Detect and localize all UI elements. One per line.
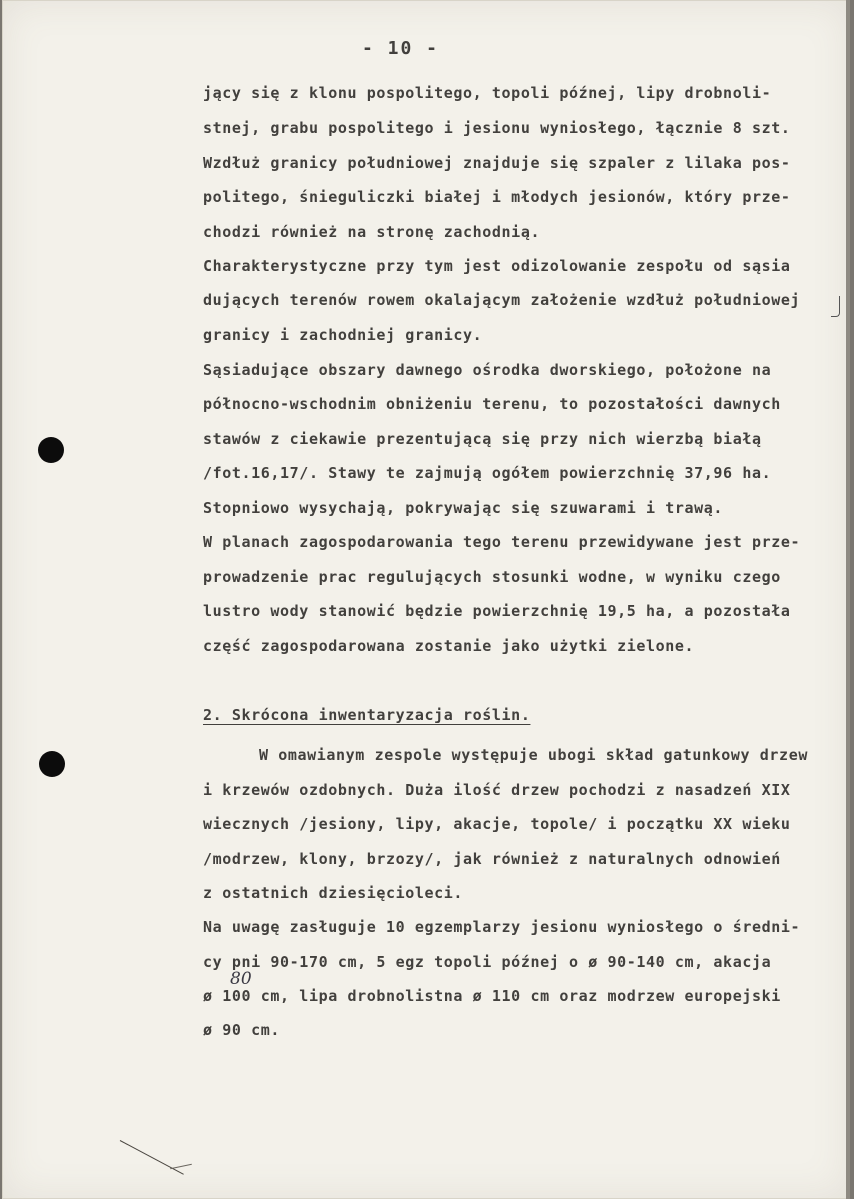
text-line: jący się z klonu pospolitego, topoli późnej, lipy drobnoli- — [203, 84, 772, 102]
text-line: Wzdłuż granicy południowej znajduje się szpaler z lilaka pos- — [203, 154, 791, 172]
text-line: Sąsiadujące obszary dawnego ośrodka dworskiego, położone na — [203, 361, 772, 379]
text-line: granicy i zachodniej granicy. — [203, 326, 483, 344]
text-line: politego, śnieguliczki białej i młodych jesionów, który prze- — [203, 188, 791, 206]
page-number: - 10 - — [362, 38, 440, 59]
text-line: ø 90 cm. — [203, 1021, 281, 1039]
punch-hole — [38, 437, 64, 463]
text-line: chodzi również na stronę zachodnią. — [203, 223, 541, 241]
text-line: stawów z ciekawie prezentującą się przy nich wierzbą białą — [203, 430, 762, 448]
pencil-correction: 80 — [230, 969, 252, 989]
page-edge — [846, 0, 850, 1199]
document-page — [2, 0, 850, 1199]
text-line: północno-wschodnim obniżeniu terenu, to pozostałości dawnych — [203, 395, 781, 413]
text-line: Stopniowo wysychają, pokrywając się szuwarami i trawą. — [203, 499, 724, 517]
text-line: wiecznych /jesiony, lipy, akacje, topole/ i początku XX wieku — [203, 815, 791, 833]
text-line: lustro wody stanowić będzie powierzchnię 19,5 ha, a pozostała — [203, 602, 791, 620]
text-line: stnej, grabu pospolitego i jesionu wyniosłego, łącznie 8 szt. — [203, 119, 791, 137]
text-line: z ostatnich dziesięcioleci. — [203, 884, 464, 902]
punch-hole — [39, 751, 65, 777]
scratch-mark — [170, 1164, 192, 1170]
text-line: ø 100 cm, lipa drobnolistna ø 110 cm oraz modrzew europejski — [203, 987, 781, 1005]
scratch-mark — [120, 1140, 184, 1175]
section-heading: 2. Skrócona inwentaryzacja roślin. — [203, 706, 531, 724]
text-line: część zagospodarowana zostanie jako użytki zielone. — [203, 637, 695, 655]
text-line: Na uwagę zasługuje 10 egzemplarzy jesionu wyniosłego o średni- — [203, 918, 801, 936]
text-line: i krzewów ozdobnych. Duża ilość drzew pochodzi z nasadzeń XIX — [203, 781, 791, 799]
margin-mark — [831, 296, 840, 317]
text-line: dujących terenów rowem okalającym założenie wzdłuż południowej — [203, 291, 801, 309]
text-line: Charakterystyczne przy tym jest odizolowanie zespołu od sąsia — [203, 257, 791, 275]
text-line: W planach zagospodarowania tego terenu przewidywane jest prze- — [203, 533, 801, 551]
text-line: prowadzenie prac regulujących stosunki wodne, w wyniku czego — [203, 568, 781, 586]
text-line: W omawianym zespole występuje ubogi skład gatunkowy drzew — [259, 746, 808, 764]
text-line: /modrzew, klony, brzozy/, jak również z naturalnych odnowień — [203, 850, 781, 868]
text-line: /fot.16,17/. Stawy te zajmują ogółem powierzchnię 37,96 ha. — [203, 464, 772, 482]
text-line: cy pni 90-170 cm, 5 egz topoli późnej o ø 90-140 cm, akacja — [203, 953, 772, 971]
